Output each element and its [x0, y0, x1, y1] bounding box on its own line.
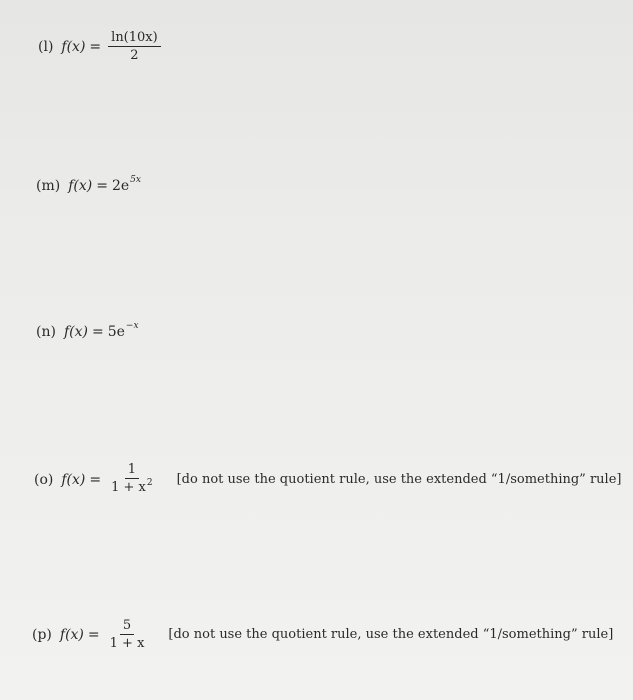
instruction-note: [do not use the quotient rule, use the extended “1/something” rule] — [176, 472, 622, 487]
fraction — [108, 462, 156, 497]
function-name: f(x) — [59, 626, 84, 643]
equals-sign: = — [91, 324, 104, 340]
exponent: −x — [125, 321, 139, 331]
problem-m — [36, 175, 141, 194]
problem-o — [34, 462, 621, 497]
equals-sign: = — [89, 38, 102, 55]
problem-l — [38, 30, 164, 63]
equals-sign: = — [89, 471, 102, 488]
denominator — [108, 479, 156, 497]
denominator: 2 — [130, 48, 139, 63]
problem-label: (n) — [36, 324, 56, 340]
problem-label: (l) — [38, 38, 54, 55]
problem-p — [32, 618, 613, 651]
function-name: f(x) — [63, 324, 88, 340]
exponent: 5x — [130, 175, 141, 185]
denominator: 1 + x — [109, 636, 145, 651]
function-name: f(x) — [61, 38, 86, 55]
equals-sign: = — [96, 178, 108, 194]
instruction-note: [do not use the quotient rule, use the extended “1/something” rule] — [168, 627, 614, 642]
denominator-base: 1 + x — [111, 480, 146, 495]
function-name: f(x) — [68, 178, 93, 194]
equals-sign: = — [87, 626, 100, 643]
problem-n — [36, 321, 139, 340]
fraction — [107, 618, 148, 651]
problem-label: (o) — [34, 471, 54, 488]
problem-label: (m) — [36, 178, 61, 194]
problem-label: (p) — [32, 626, 52, 643]
numerator: 1 — [125, 462, 139, 479]
fraction — [108, 30, 161, 63]
denominator-exponent: 2 — [146, 478, 153, 488]
expression-base: 2e — [111, 178, 130, 194]
function-name: f(x) — [61, 471, 86, 488]
numerator: 5 — [120, 618, 134, 635]
expression-base: 5e — [107, 324, 125, 340]
numerator: ln(10x) — [108, 30, 161, 47]
